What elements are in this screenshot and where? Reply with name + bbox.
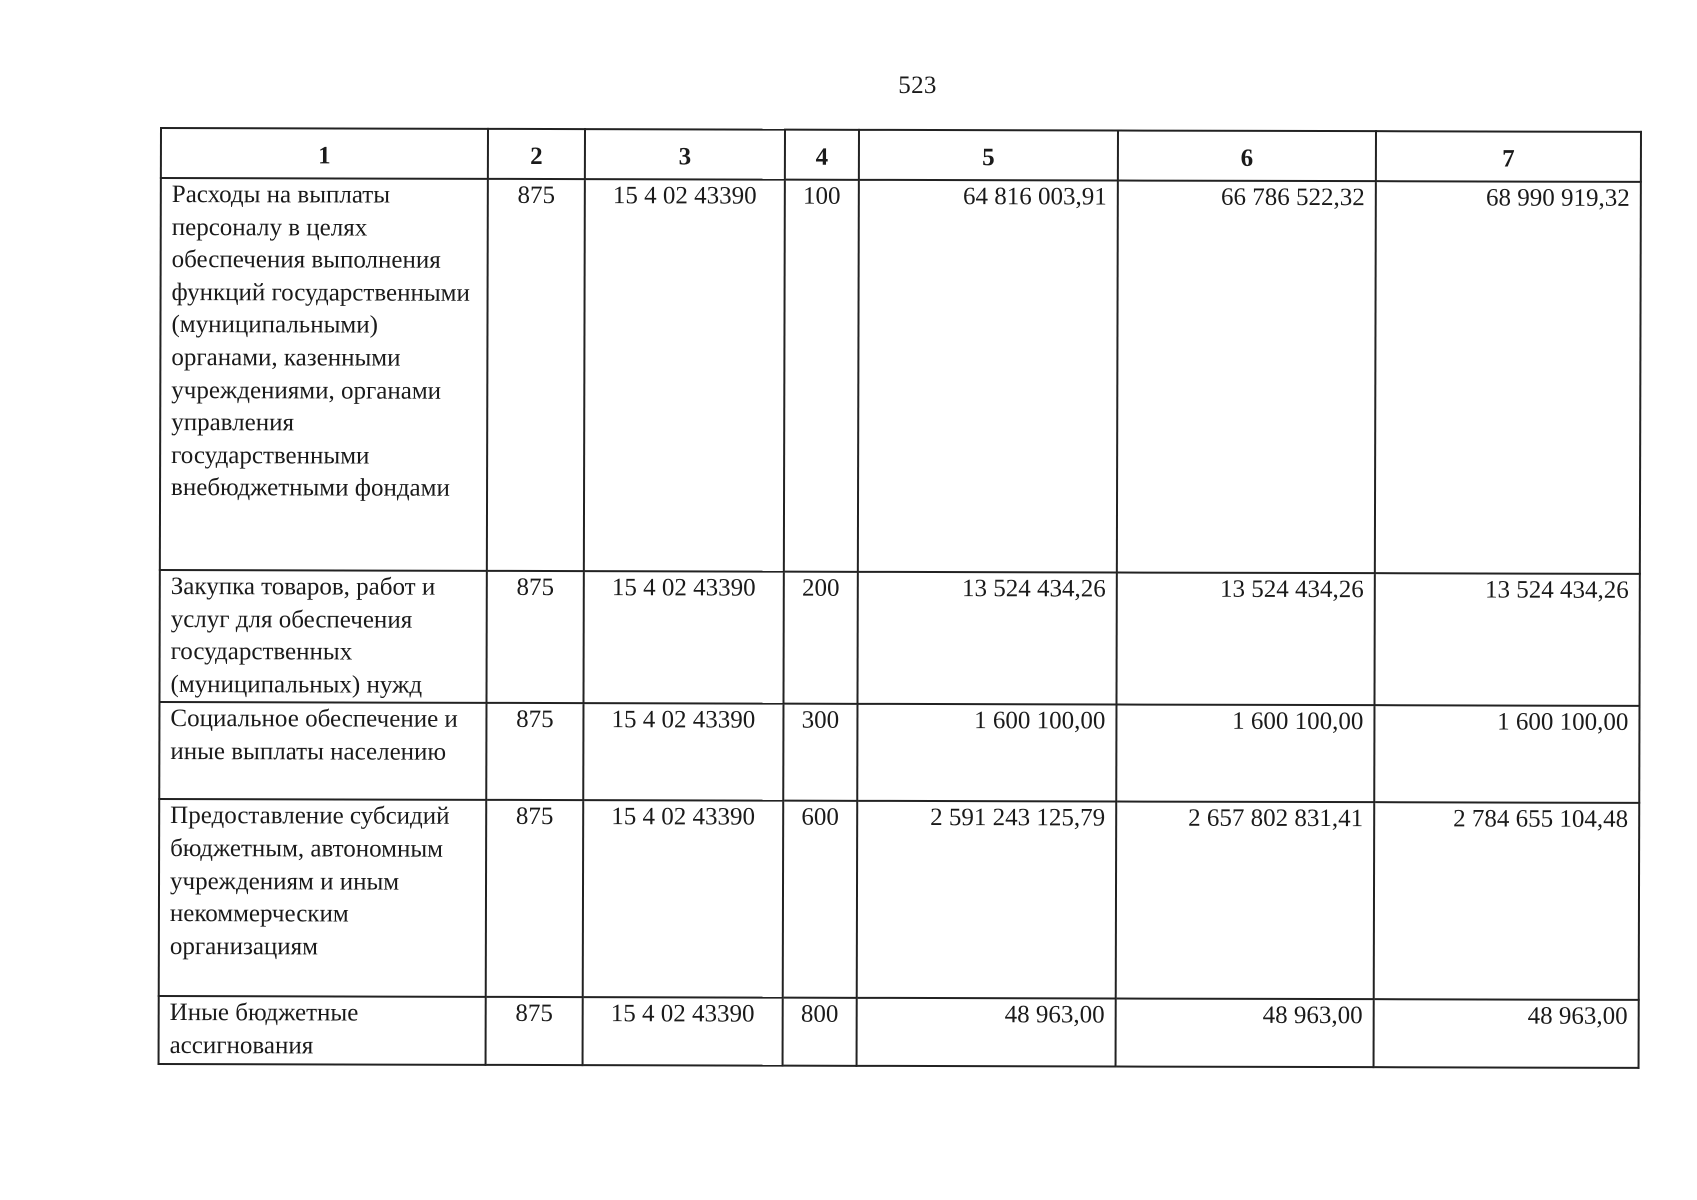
header-row: [161, 128, 1641, 182]
page-number: 523: [898, 72, 937, 99]
amount-col6-cell: 1 600 100,00: [1116, 705, 1374, 803]
header-cell-6: 6: [1118, 131, 1376, 182]
expense-type-cell: 800: [783, 998, 857, 1065]
header-cell-4: 4: [785, 130, 859, 180]
target-article-cell: 15 4 02 43390: [583, 997, 783, 1065]
amount-col6-cell: 13 524 434,26: [1116, 573, 1374, 706]
code-cell: 875: [486, 997, 583, 1064]
table-row: [159, 570, 1639, 706]
expense-type-cell: 200: [783, 572, 857, 705]
amount-col7-cell: 1 600 100,00: [1374, 706, 1639, 804]
amount-col5-cell: 13 524 434,26: [857, 572, 1116, 705]
header-cell-1: 1: [161, 128, 488, 179]
expense-name-cell: Социальное обеспечение и иные выплаты населению: [159, 702, 486, 800]
target-article-cell: 15 4 02 43390: [583, 800, 784, 998]
header-cell-7: 7: [1376, 131, 1641, 182]
header-cell-2: 2: [488, 129, 585, 179]
code-cell: 875: [487, 179, 585, 571]
amount-col7-cell: 68 990 919,32: [1375, 181, 1641, 574]
expense-name-cell: Иные бюджетные ассигнования: [159, 996, 486, 1064]
amount-col7-cell: 2 784 655 104,48: [1374, 803, 1640, 1001]
expense-name-cell: Закупка товаров, работ и услуг для обеспечения государственных (муниципальных) нужд: [159, 570, 486, 703]
amount-col6-cell: 48 963,00: [1116, 999, 1374, 1067]
header-cell-5: 5: [859, 130, 1118, 181]
expense-type-cell: 100: [784, 180, 859, 572]
amount-col5-cell: 48 963,00: [857, 998, 1116, 1066]
expense-name-cell: Предоставление субсидий бюджетным, автономным учреждениям и иным некоммерческим организациям: [159, 799, 487, 997]
table-row: [159, 996, 1639, 1067]
table-row: [159, 702, 1639, 803]
target-article-cell: 15 4 02 43390: [583, 703, 783, 801]
budget-table: [158, 127, 1642, 1068]
amount-col6-cell: 66 786 522,32: [1117, 181, 1376, 574]
amount-col5-cell: 64 816 003,91: [858, 180, 1118, 573]
header-cell-3: 3: [585, 129, 785, 180]
code-cell: 875: [486, 571, 583, 704]
expense-name-cell: Расходы на выплаты персоналу в целях обеспечения выполнения функций государственными (муниципальными) органами, казенными учреждениями, органами управления государственными внебюджетными фондами: [160, 178, 488, 571]
expense-type-cell: 300: [783, 704, 857, 801]
amount-col6-cell: 2 657 802 831,41: [1116, 802, 1375, 1000]
target-article-cell: 15 4 02 43390: [584, 179, 785, 572]
expense-type-cell: 600: [783, 801, 858, 998]
amount-col7-cell: 48 963,00: [1374, 1000, 1639, 1068]
table-row: [159, 799, 1640, 1000]
table-row: [160, 178, 1641, 574]
code-cell: 875: [486, 800, 584, 997]
target-article-cell: 15 4 02 43390: [583, 571, 783, 704]
amount-col5-cell: 2 591 243 125,79: [857, 801, 1117, 999]
code-cell: 875: [486, 703, 583, 800]
amount-col7-cell: 13 524 434,26: [1374, 573, 1639, 706]
amount-col5-cell: 1 600 100,00: [857, 704, 1116, 802]
